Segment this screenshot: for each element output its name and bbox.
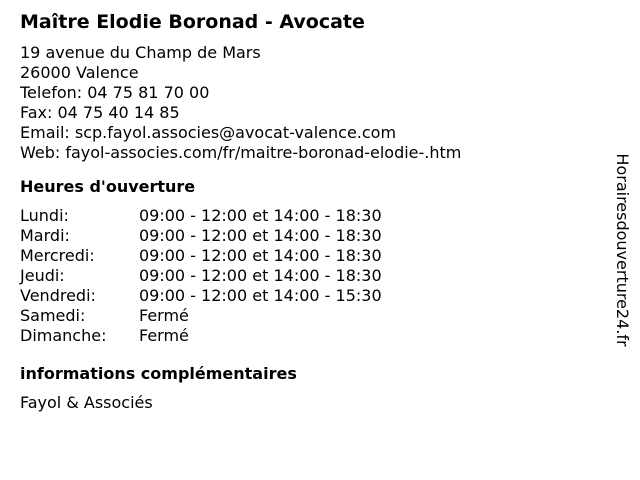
hours-row [20,326,600,346]
additional-info-text: Fayol & Associés [20,393,153,412]
hours-day: Samedi: [20,306,86,325]
phone-number: Telefon: 04 75 81 70 00 [20,83,210,102]
fax-number: Fax: 04 75 40 14 85 [20,103,180,122]
hours-row [20,226,600,246]
hours-time: 09:00 - 12:00 et 14:00 - 18:30 [139,246,382,265]
hours-row [20,246,600,266]
site-brand: Horairesdouverture24.fr [613,153,632,347]
hours-row [20,286,600,306]
city-address: 26000 Valence [20,63,139,82]
hours-time: 09:00 - 12:00 et 14:00 - 18:30 [139,226,382,245]
hours-row [20,266,600,286]
website-url: Web: fayol-associes.com/fr/maitre-boronad-elodie-.htm [20,143,462,162]
opening-hours-table [20,206,600,346]
hours-day: Mercredi: [20,246,95,265]
hours-day: Dimanche: [20,326,107,345]
hours-day: Jeudi: [20,266,65,285]
hours-time: Fermé [139,326,189,345]
hours-time: Fermé [139,306,189,325]
hours-time: 09:00 - 12:00 et 14:00 - 18:30 [139,266,382,285]
street-address: 19 avenue du Champ de Mars [20,43,261,62]
opening-hours-heading: Heures d'ouverture [20,177,196,196]
hours-day: Lundi: [20,206,69,225]
contact-block [20,43,600,163]
hours-day: Mardi: [20,226,70,245]
additional-info-heading: informations complémentaires [20,364,297,383]
hours-day: Vendredi: [20,286,96,305]
hours-time: 09:00 - 12:00 et 14:00 - 18:30 [139,206,382,225]
hours-row [20,206,600,226]
email-address: Email: scp.fayol.associes@avocat-valence.com [20,123,397,142]
business-title: Maître Elodie Boronad - Avocate [20,11,365,33]
hours-time: 09:00 - 12:00 et 14:00 - 15:30 [139,286,382,305]
business-card [20,10,600,413]
hours-row [20,306,600,326]
